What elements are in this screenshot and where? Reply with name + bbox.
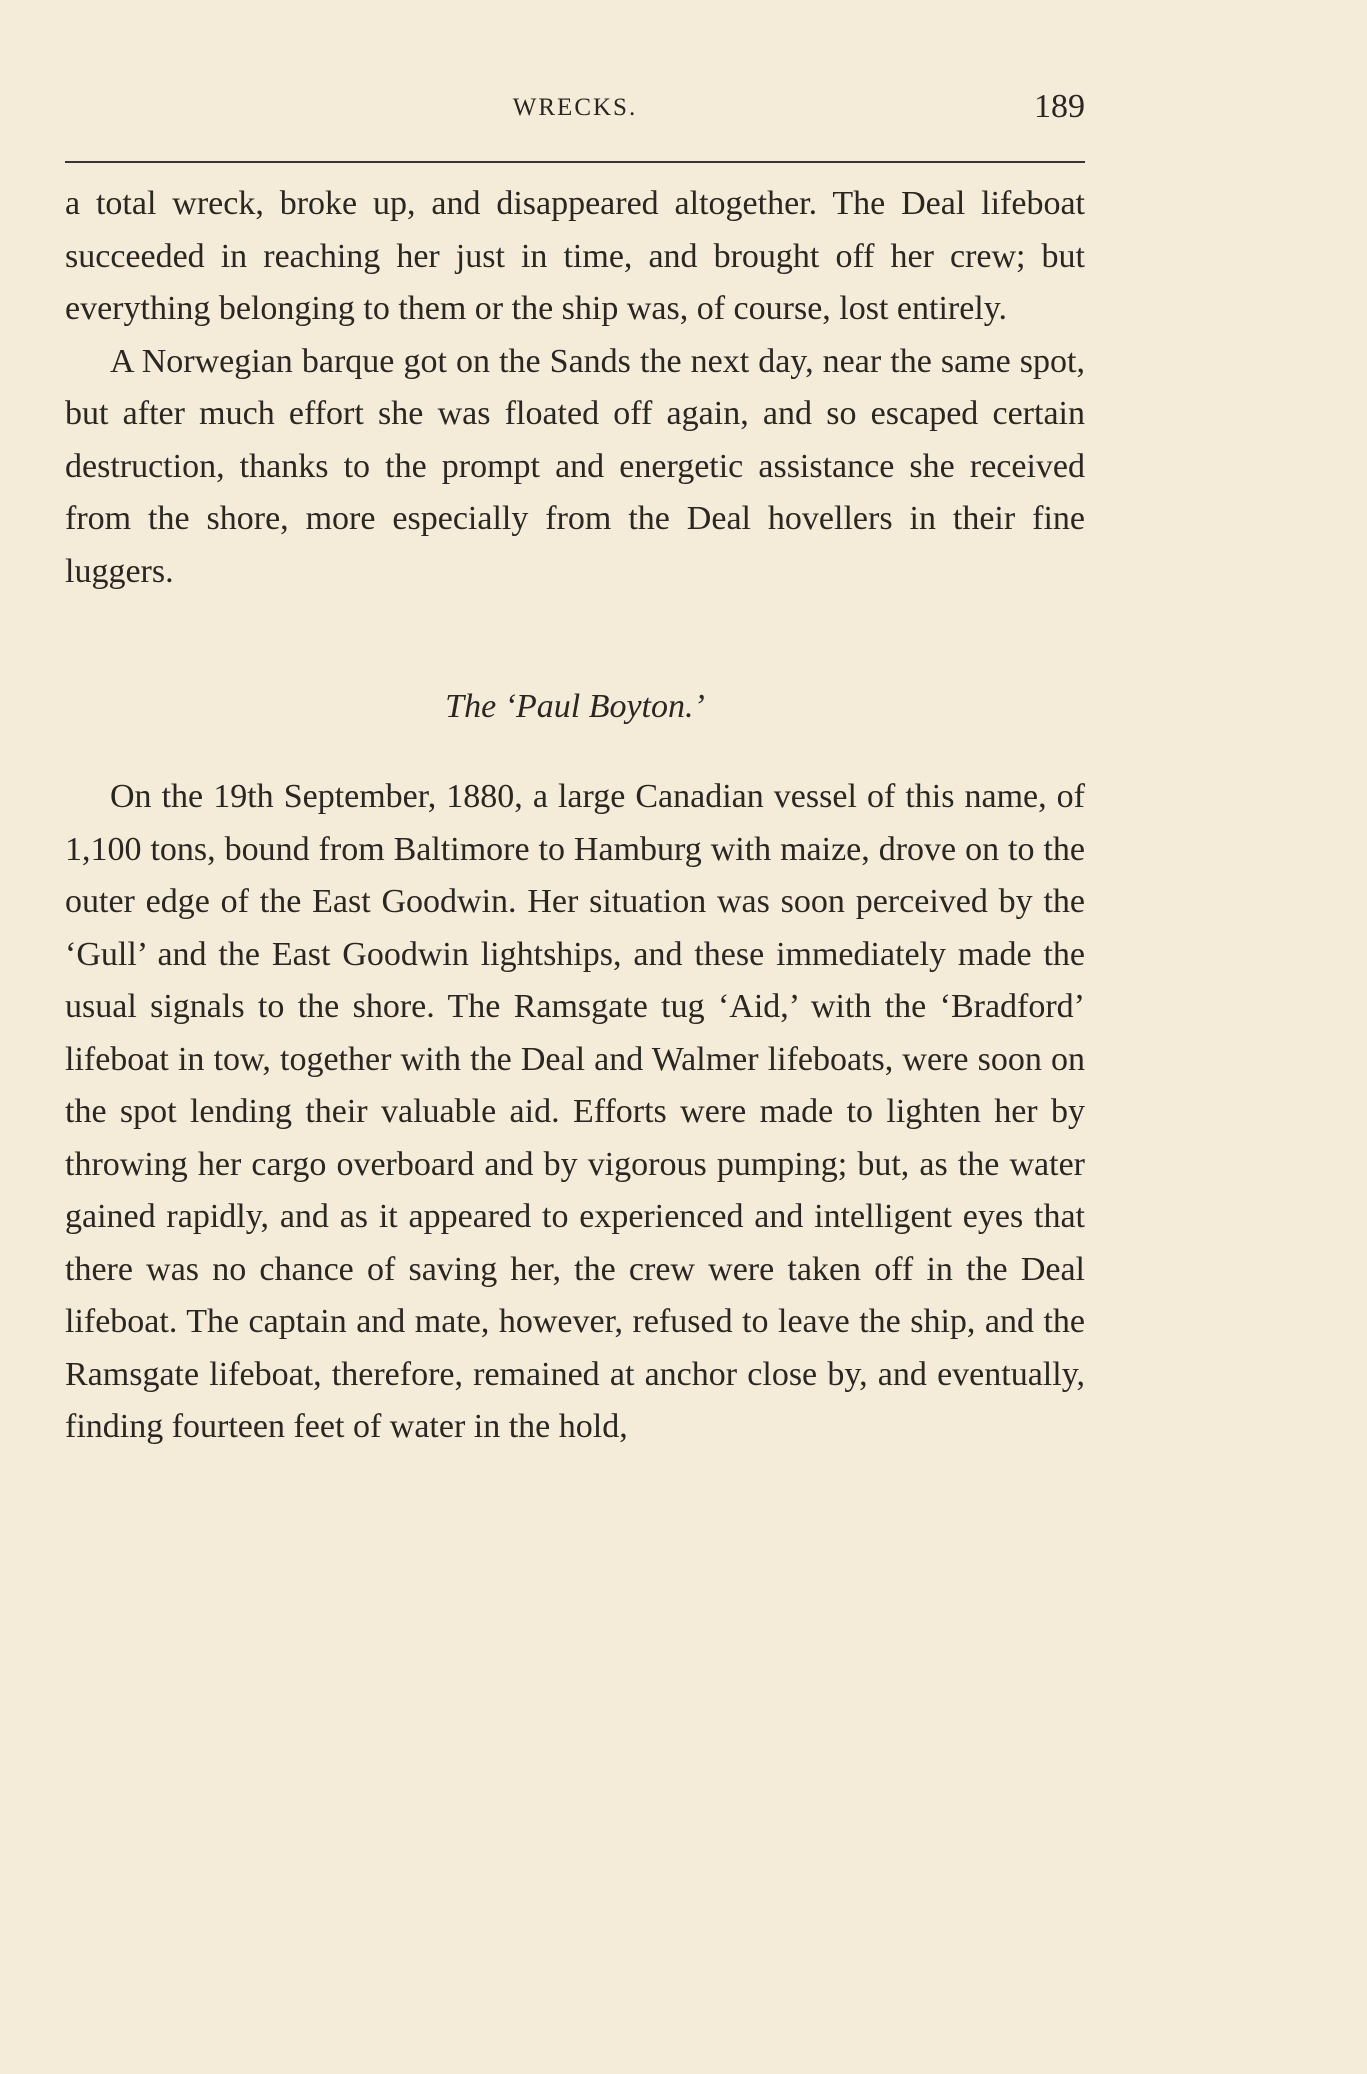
section-heading: The ‘Paul Boyton.’: [445, 688, 705, 725]
paragraph-norwegian-barque: A Norwegian barque got on the Sands the next day, near the same spot, but after much effort she was floated off again, and so escaped certain destruction, thanks to the prompt and energetic assistance she received from the shore, more especially from the Deal hovellers in their fine luggers.: [65, 342, 1085, 590]
running-title: WRECKS.: [512, 94, 638, 121]
paragraph-continuation: a total wreck, broke up, and disappeared altogether. The Deal lifeboat succeeded in reaching her just in time, and brought off her crew; but everything belonging to them or the ship was, of course, lost entirely.: [65, 185, 1085, 327]
header-rule: [65, 161, 1085, 163]
page-number: 189: [1034, 88, 1085, 125]
body-text: [65, 178, 1085, 1454]
paragraph-paul-boyton: On the 19th September, 1880, a large Canadian vessel of this name, of 1,100 tons, bound from Baltimore to Hamburg with maize, drove on to the outer edge of the East Goodwin. Her situation was soon perceived by the ‘Gull’ and the East Goodwin lightships, and these immediately made the usual signals to the shore. The Ramsgate tug ‘Aid,’ with the ‘Bradford’ lifeboat in tow, together with the Deal and Walmer lifeboats, were soon on the spot lending their valuable aid. Efforts were made to lighten her by throwing her cargo overboard and by vigorous pumping; but, as the water gained rapidly, and as it appeared to experienced and intelligent eyes that there was no chance of saving her, the crew were taken off in the Deal lifeboat. The captain and mate, however, refused to leave the ship, and the Ramsgate lifeboat, therefore, remained at anchor close by, and eventually, finding fourteen feet of water in the hold,: [65, 778, 1085, 1445]
running-head: [65, 88, 1085, 138]
